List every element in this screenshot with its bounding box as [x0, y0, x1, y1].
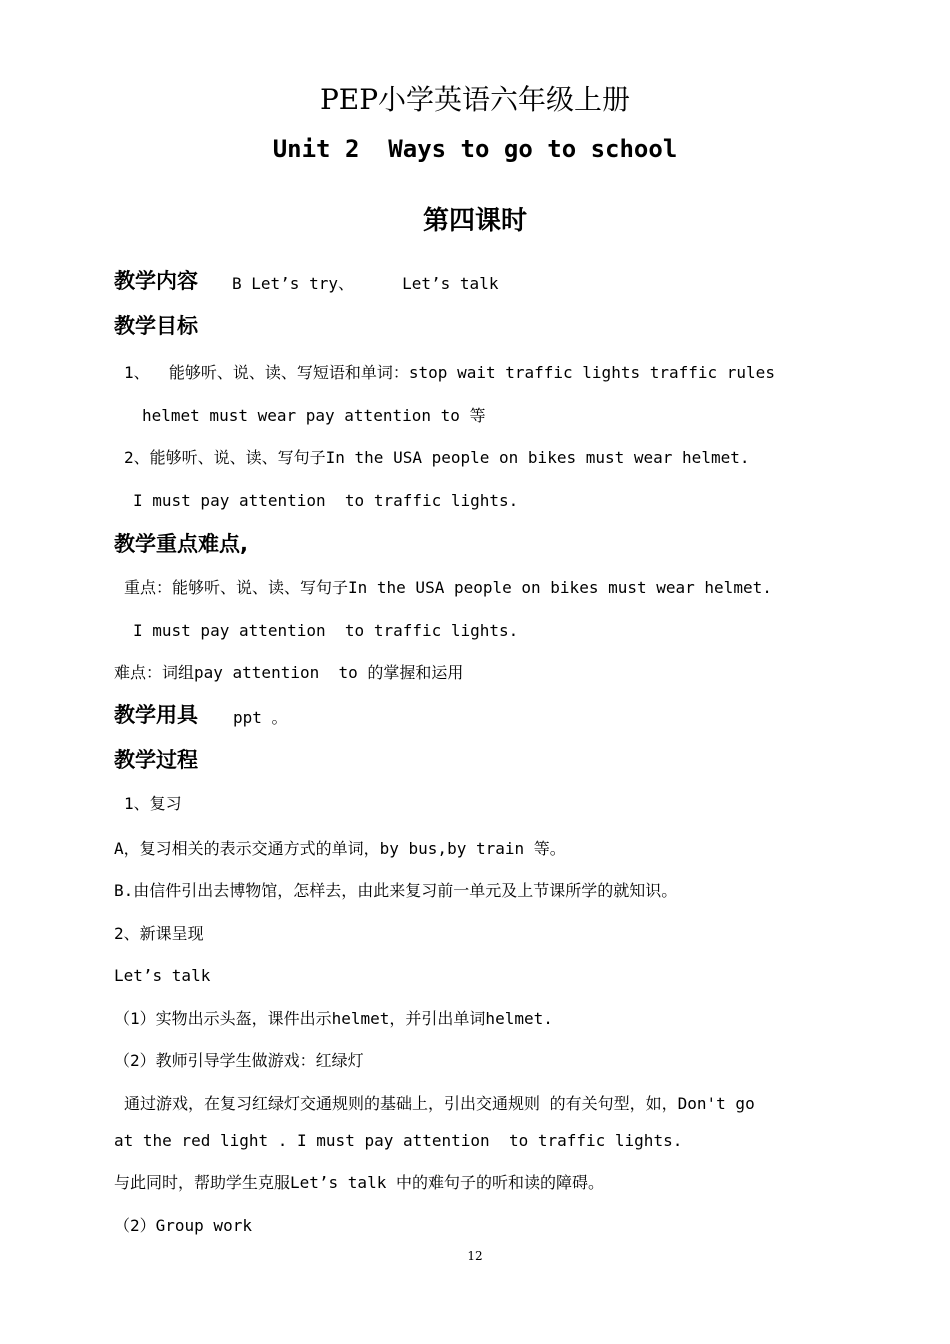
goal-line: helmet must wear pay attention to 等: [142, 406, 486, 425]
process-line: （2）Group work: [114, 1216, 252, 1235]
goal-line: 2、能够听、说、读、写句子In the USA people on bikes must wear helmet.: [124, 448, 750, 467]
unit-title: Unit 2 Ways to go to school: [272, 135, 678, 163]
tools-heading: 教学用具: [114, 703, 198, 727]
process-line: B.由信件引出去博物馆，怎样去，由此来复习前一单元及上节课所学的就知识。: [114, 881, 678, 900]
process-line: at the red light . I must pay attention to traffic lights.: [114, 1131, 683, 1150]
keypoint-line: 难点：词组pay attention to 的掌握和运用: [114, 663, 464, 682]
page-number: 12: [467, 1249, 483, 1263]
tools-value: ppt 。: [233, 708, 288, 727]
keypoint-line: 重点：能够听、说、读、写句子In the USA people on bikes must wear helmet.: [124, 578, 772, 597]
process-line: A，复习相关的表示交通方式的单词，by bus,by train 等。: [114, 839, 566, 858]
document-title: PEP小学英语六年级上册: [319, 83, 631, 116]
goal-line: 1、 能够听、说、读、写短语和单词：stop wait traffic lights traffic rules: [124, 363, 775, 382]
process-line: 与此同时，帮助学生克服Let’s talk 中的难句子的听和读的障碍。: [114, 1173, 604, 1192]
goal-line: I must pay attention to traffic lights.: [133, 491, 519, 510]
process-line: 1、复习: [124, 794, 182, 813]
process-line: 通过游戏，在复习红绿灯交通规则的基础上，引出交通规则 的有关句型，如，Don't go: [124, 1094, 755, 1113]
keypoints-heading: 教学重点难点,: [114, 532, 248, 556]
process-line: Let’s talk: [114, 966, 211, 985]
keypoint-line: I must pay attention to traffic lights.: [133, 621, 519, 640]
process-line: 2、新课呈现: [114, 924, 204, 943]
process-line: （1）实物出示头盔，课件出示helmet，并引出单词helmet.: [114, 1009, 553, 1028]
process-heading: 教学过程: [114, 748, 198, 772]
goals-heading: 教学目标: [114, 314, 198, 338]
content-value: B Let’s try、 Let’s talk: [232, 274, 499, 293]
process-line: （2）教师引导学生做游戏：红绿灯: [114, 1051, 364, 1070]
lesson-title: 第四课时: [422, 206, 527, 236]
content-heading: 教学内容: [114, 269, 198, 293]
